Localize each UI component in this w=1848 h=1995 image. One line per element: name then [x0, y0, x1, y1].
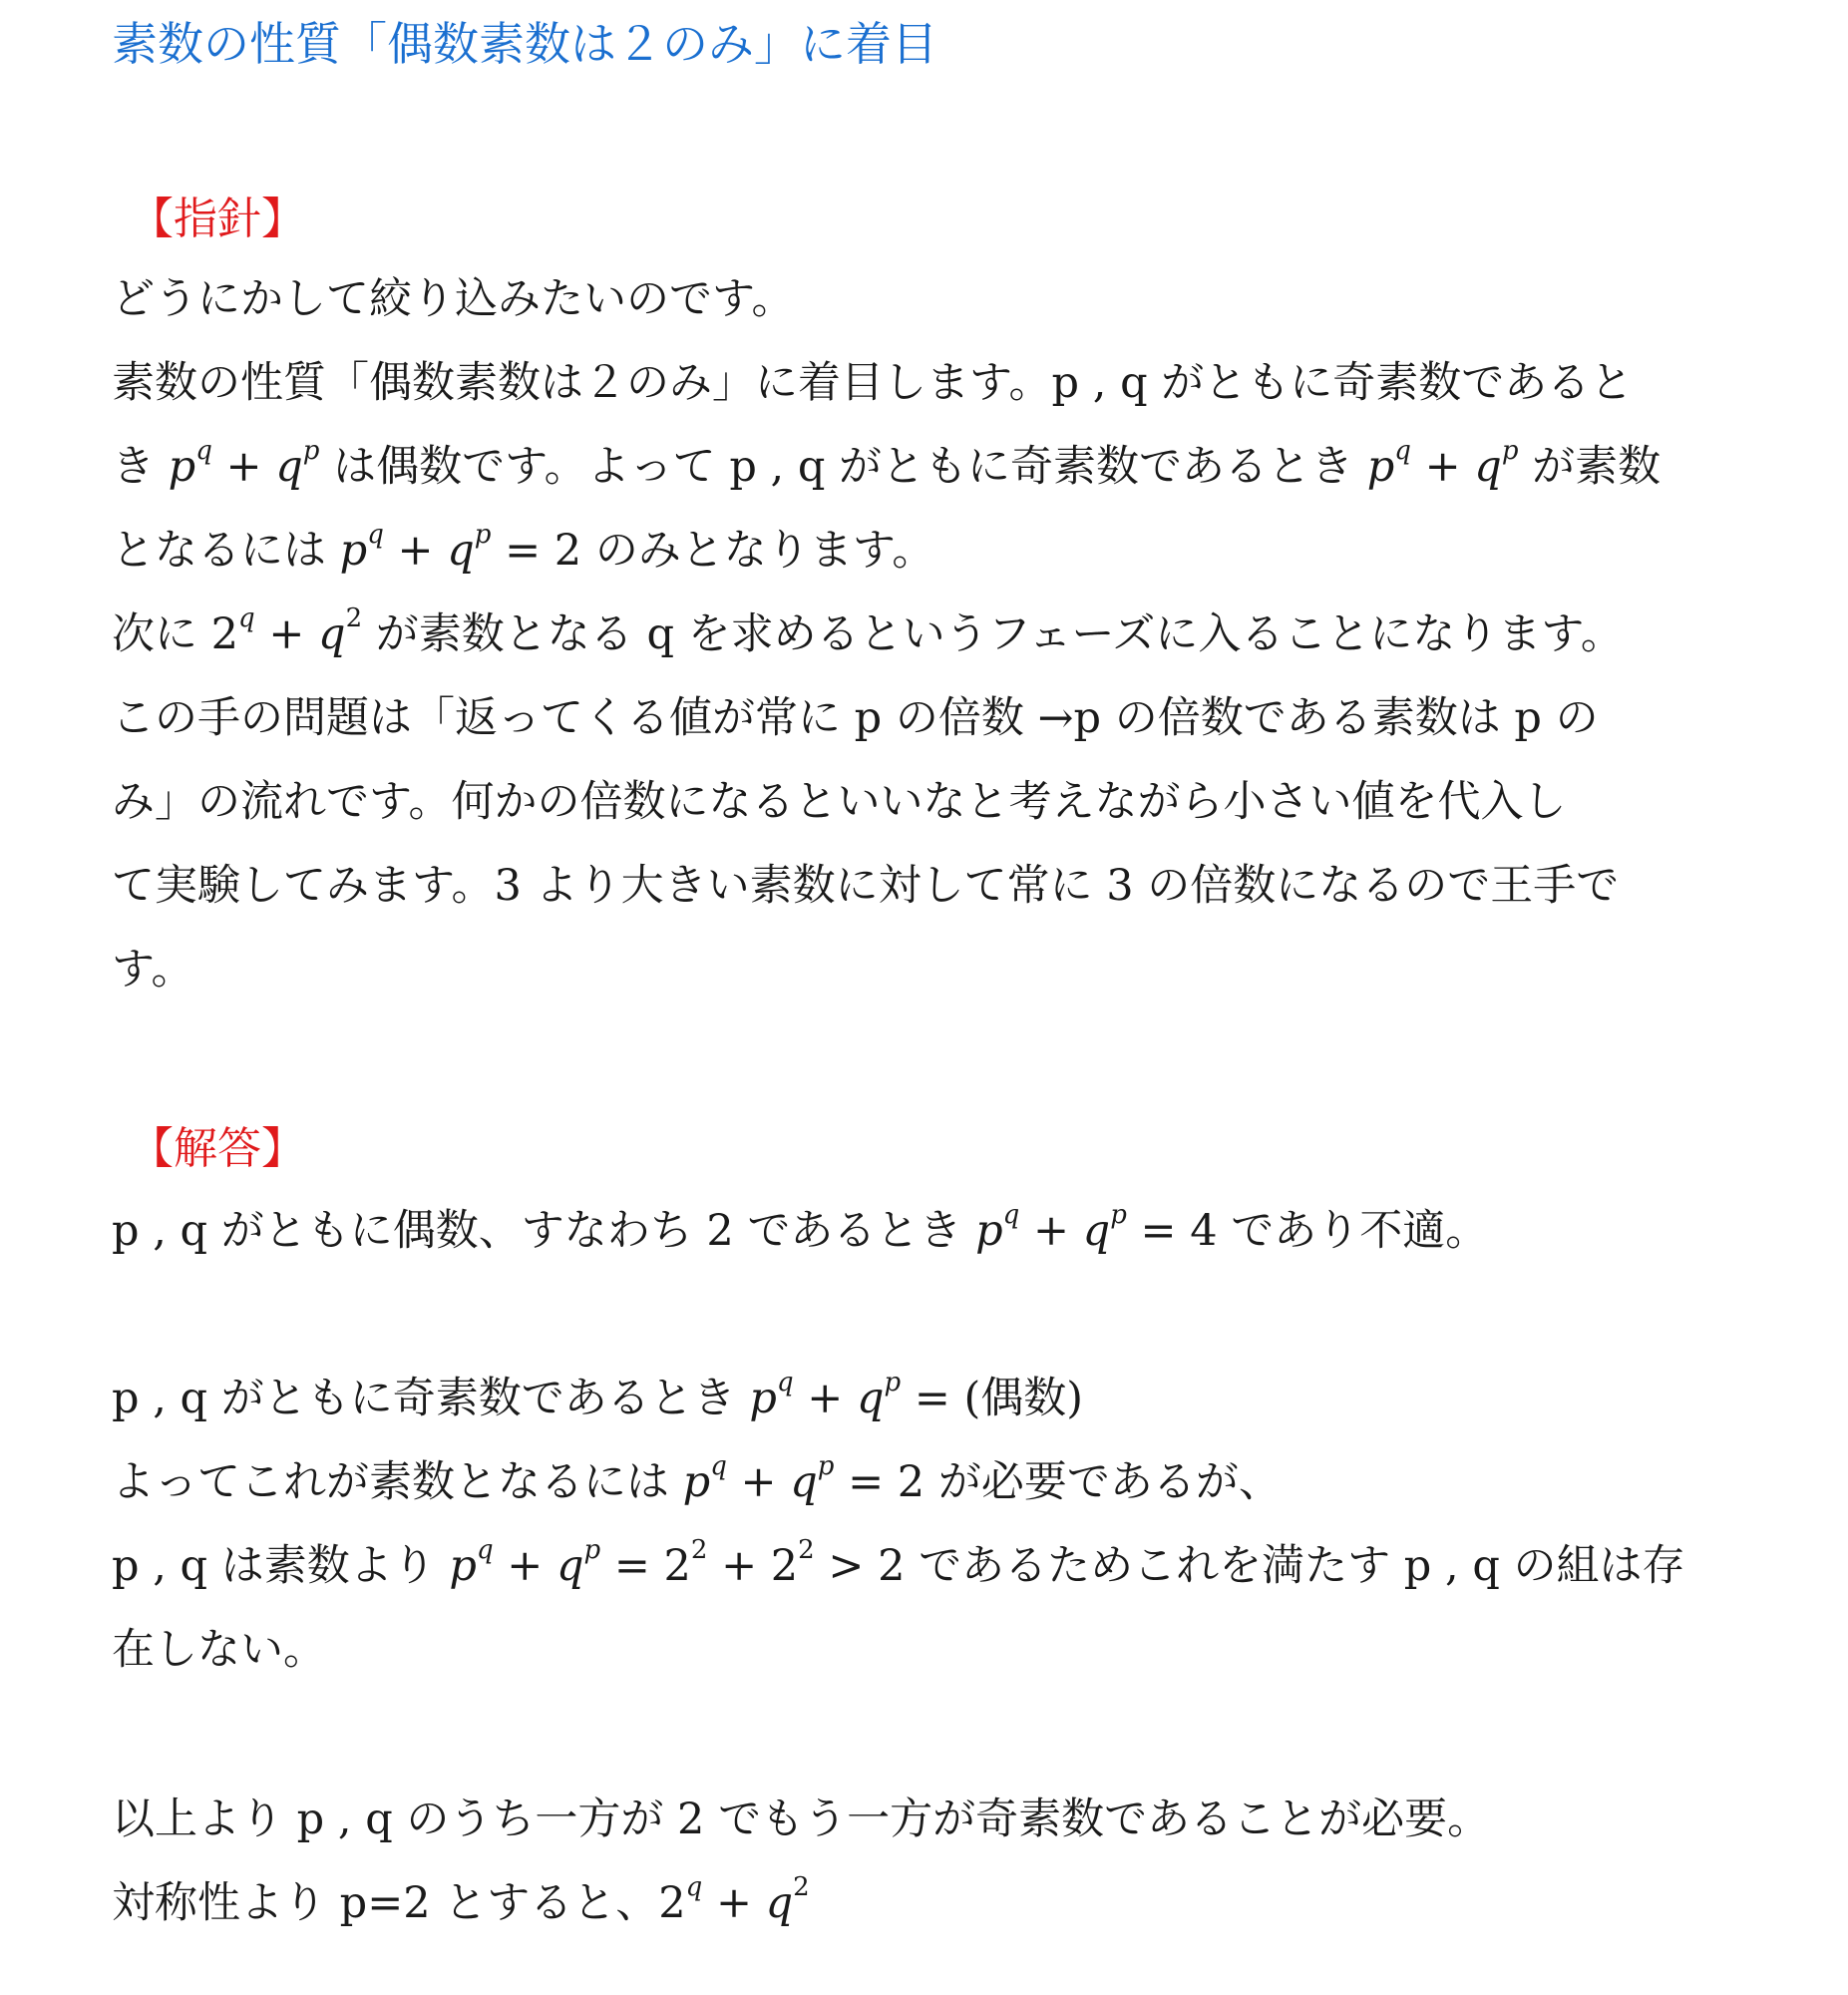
page-title: 素数の性質「偶数素数は２のみ」に着目: [112, 17, 937, 71]
answer-heading: 【解答】: [130, 1123, 305, 1174]
guideline-line-6: この手の問題は「返ってくる値が常に p の倍数 →p の倍数である素数は p の: [112, 693, 1599, 743]
guideline-heading: 【指針】: [130, 194, 305, 244]
text: であり不適。: [1217, 1206, 1489, 1256]
text: 対称性より p=2 とすると、: [112, 1878, 659, 1928]
guideline-line-9: す。: [112, 945, 194, 995]
text: であるためこれを満たす p , q の組は存: [905, 1541, 1685, 1591]
math-expression: $p^q + q^p = 2^2 + 2^2 > 2$: [449, 1535, 906, 1591]
math-expression: $p^q + q^p = 2$: [682, 1451, 925, 1507]
math-rhs: = 2: [848, 1457, 925, 1507]
text: p , q がともに偶数、すなわち 2 であるとき: [112, 1206, 976, 1256]
math-rhs: = 2: [505, 526, 582, 576]
text: が必要であるが、: [924, 1457, 1282, 1507]
guideline-line-1: どうにかして絞り込みたいのです。: [112, 274, 795, 324]
math-expression: $p^q + q^p$: [168, 436, 320, 492]
guideline-line-4: [112, 521, 934, 581]
answer-line-6: 以上より p , q のうち一方が 2 でもう一方が奇素数であることが必要。: [112, 1795, 1491, 1844]
text: p , q は素数より: [112, 1541, 450, 1591]
text: となるには: [112, 526, 340, 576]
text: のみとなります。: [581, 526, 935, 576]
text: が素数: [1518, 442, 1662, 492]
text: き: [112, 442, 169, 492]
math-expression: $2^q + q^2$: [658, 1872, 810, 1928]
math-expression: $p^q + q^p = 4$: [975, 1200, 1218, 1256]
answer-line-5: 在しない。: [112, 1625, 326, 1675]
guideline-line-7: み」の流れです。何かの倍数になるといいなと考えながら小さい値を代入し: [112, 777, 1567, 827]
answer-line-7: [112, 1873, 810, 1933]
math-rhs: > 2: [828, 1541, 906, 1591]
answer-line-2: [112, 1369, 1083, 1428]
guideline-line-5: [112, 604, 1624, 664]
math-rhs: = (偶数): [914, 1374, 1084, 1423]
math-expression: $p^q + q^p$: [1366, 436, 1519, 492]
answer-line-4: [112, 1536, 1685, 1596]
math-expression: $2^q + q^2$: [210, 603, 363, 659]
answer-line-1: [112, 1201, 1488, 1261]
guideline-line-3: [112, 437, 1661, 497]
text: p , q がともに奇素数であるとき: [112, 1374, 750, 1423]
answer-line-3: [112, 1452, 1282, 1512]
text: よってこれが素数となるには: [112, 1457, 683, 1507]
guideline-line-2: 素数の性質「偶数素数は２のみ」に着目します。p , q がともに奇素数であると: [112, 358, 1634, 408]
text: 次に: [112, 609, 211, 659]
math-expression: $p^q + q^p = 2$: [339, 520, 582, 576]
guideline-line-8: て実験してみます。3 より大きい素数に対して常に 3 の倍数になるので王手で: [112, 861, 1620, 911]
text: が素数となる q を求めるというフェーズに入ることになります。: [362, 609, 1624, 659]
text: は偶数です。よって p , q がともに奇素数であるとき: [319, 442, 1367, 492]
math-expression: $p^q + q^p$ = (偶数): [749, 1368, 1084, 1423]
math-rhs: = 4: [1140, 1206, 1218, 1256]
